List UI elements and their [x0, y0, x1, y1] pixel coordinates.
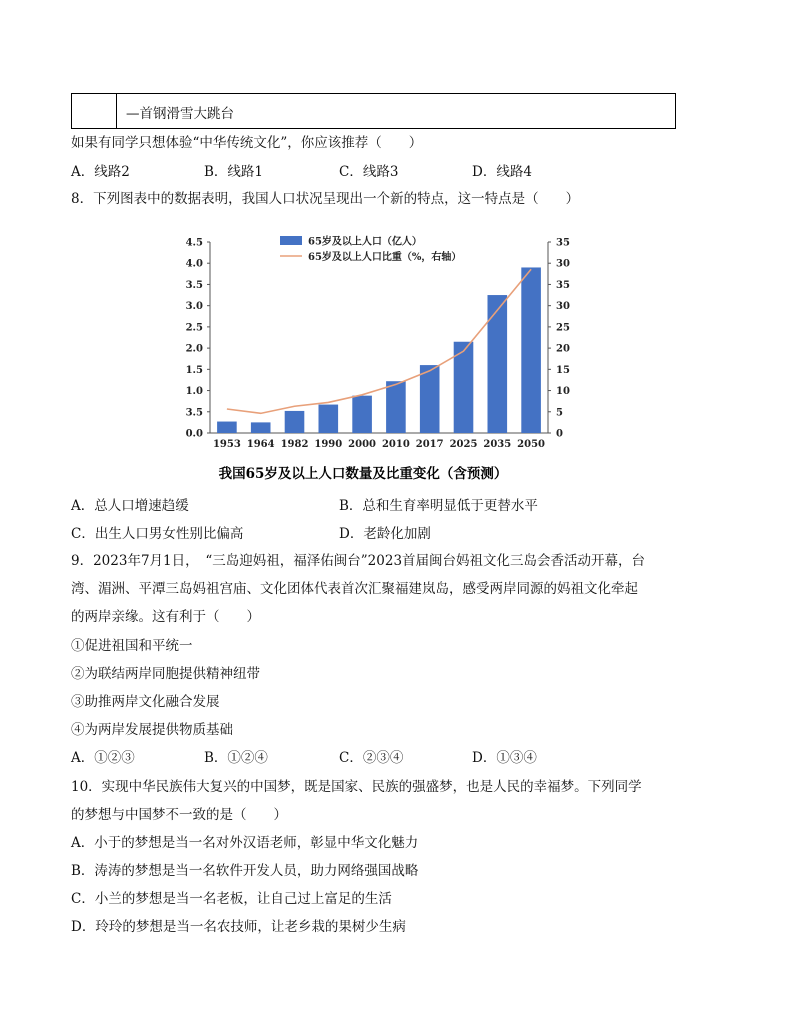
bar-1990 [318, 405, 338, 433]
q10-stem-line-2: 的梦想与中国梦不一致的是（ ） [71, 807, 287, 823]
q9-item-2: ②为联结两岸同胞提供精神纽带 [71, 666, 260, 682]
x-tick-label: 1964 [246, 439, 275, 450]
q9-option-c: C．②③④ [339, 750, 404, 766]
q7-option-b: B．线路1 [204, 164, 264, 180]
chart-title: 我国65岁及以上人口数量及比重变化（含预测） [218, 466, 508, 482]
q10-option-a: A．小于的梦想是当一名对外汉语老师，彰显中华文化魅力 [71, 835, 419, 851]
q8-option-a: A．总人口增速趋缓 [71, 498, 189, 514]
x-tick-label: 1982 [280, 439, 309, 450]
q8-option-b: B．总和生育率明显低于更替水平 [339, 498, 538, 514]
table-cell-ski-jump: —首钢滑雪大跳台 [126, 106, 234, 122]
q10-stem-line-1: 10．实现中华民族伟大复兴的中国梦，既是国家、民族的强盛梦，也是人民的幸福梦。下列同学 [71, 779, 642, 795]
x-tick-label: 1990 [314, 439, 343, 450]
q10-option-c: C．小兰的梦想是当一名老板，让自己过上富足的生活 [71, 891, 392, 907]
x-tick-label: 2000 [348, 439, 377, 450]
left-tick-label: 3.5 [185, 407, 203, 419]
x-tick-label: 2017 [415, 439, 444, 450]
right-tick-label: 15 [556, 364, 570, 376]
q7-option-a: A．线路2 [71, 164, 130, 180]
q9-stem-line-3: 的两岸亲缘。这有利于（ ） [71, 609, 260, 625]
left-tick-label: 3.5 [185, 279, 203, 291]
q9-option-a: A．①②③ [71, 750, 135, 766]
right-tick-label: 0 [556, 428, 563, 440]
legend-bar-swatch [280, 236, 302, 245]
left-tick-label: 2.0 [185, 343, 203, 355]
bar-2050 [521, 267, 541, 433]
right-tick-label: 35 [556, 279, 570, 291]
left-tick-label: 1.5 [185, 364, 203, 376]
legend-line-label: 65岁及以上人口比重（%，右轴） [308, 252, 462, 263]
bar-2035 [487, 295, 507, 433]
q8-stem: 8．下列图表中的数据表明，我国人口状况呈现出一个新的特点，这一特点是（ ） [71, 191, 580, 207]
x-tick-label: 2035 [483, 439, 512, 450]
legend-bar-label: 65岁及以上人口（亿人） [308, 236, 422, 248]
q8-option-d: D．老龄化加剧 [339, 526, 431, 542]
left-tick-label: 1.0 [185, 386, 203, 398]
bar-2000 [352, 396, 372, 433]
q10-option-d: D．玲玲的梦想是当一名农技师，让老乡栽的果树少生病 [71, 919, 406, 935]
x-tick-label: 2010 [381, 439, 410, 450]
right-tick-label: 35 [556, 237, 570, 249]
q9-item-3: ③助推两岸文化融合发展 [71, 694, 220, 710]
q9-stem-line-2: 湾、湄洲、平潭三岛妈祖宫庙、文化团体代表首次汇聚福建岚岛，感受两岸同源的妈祖文化牵起 [71, 581, 638, 597]
q9-item-4: ④为两岸发展提供物质基础 [71, 722, 233, 738]
left-tick-label: 2.5 [185, 322, 203, 334]
bar-1982 [285, 411, 305, 433]
q8-option-c: C．出生人口男女性别比偏高 [71, 526, 244, 542]
q9-option-d: D．①③④ [472, 750, 537, 766]
left-tick-label: 3.0 [185, 301, 203, 313]
q7-stem: 如果有同学只想体验“中华传统文化”，你应该推荐（ ） [71, 135, 423, 151]
bar-2017 [420, 365, 440, 433]
x-tick-label: 1953 [212, 439, 241, 450]
left-tick-label: 4.0 [185, 258, 203, 270]
q7-option-c: C．线路3 [339, 164, 399, 180]
right-tick-label: 5 [556, 407, 563, 419]
q9-item-1: ①促进祖国和平统一 [71, 638, 193, 654]
right-tick-label: 10 [556, 386, 570, 398]
table-divider [116, 94, 117, 128]
route-table [71, 93, 676, 129]
population-chart [168, 230, 588, 490]
bar-1964 [251, 422, 271, 433]
left-tick-label: 4.5 [185, 237, 203, 249]
q10-option-b: B．涛涛的梦想是当一名软件开发人员，助力网络强国战略 [71, 863, 419, 879]
bar-1953 [217, 422, 237, 433]
x-tick-label: 2025 [449, 439, 478, 450]
ratio-line [227, 269, 531, 413]
q9-stem-line-1: 9．2023年7月1日， “三岛迎妈祖，福泽佑闽台”2023首届闽台妈祖文化三岛会香活动开幕，台 [71, 553, 646, 569]
right-tick-label: 20 [556, 343, 570, 355]
right-tick-label: 30 [556, 301, 570, 313]
right-tick-label: 25 [556, 322, 570, 334]
q7-option-d: D．线路4 [472, 164, 532, 180]
q9-option-b: B．①②④ [204, 750, 268, 766]
bar-2010 [386, 381, 406, 433]
x-tick-label: 2050 [517, 439, 546, 450]
right-tick-label: 30 [556, 258, 570, 270]
left-tick-label: 0.0 [185, 428, 203, 440]
